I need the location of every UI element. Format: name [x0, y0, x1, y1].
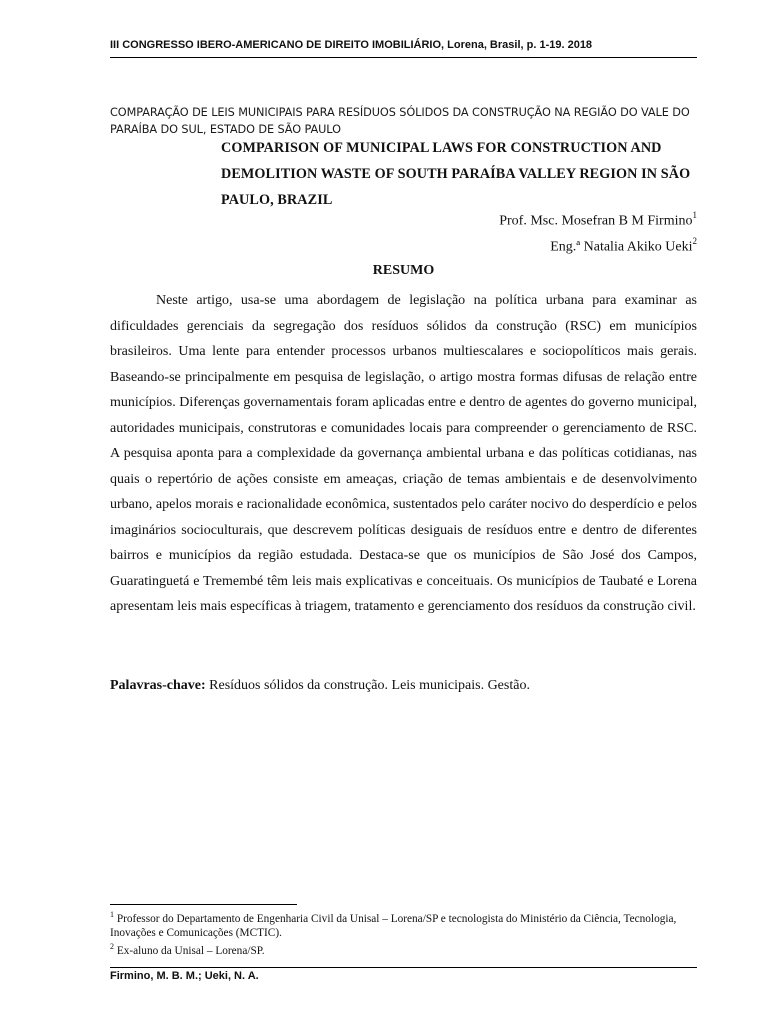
abstract-body: Neste artigo, usa-se uma abordagem de legislação na política urbana para examinar as dificuldades gerenciais da segregação dos resíduos sólidos da construção (RSC) em municípios brasileiros. Uma lente para entender processos urbanos multiescalares e sociopolíticos mais gerais. Baseando-se principalmente em pesquisa de legislação, o artigo mostra formas difusas de relação entre municípios. Diferenças governamentais foram aplicadas entre e dentro de agentes do governo municipal, autoridades municipais, construtoras e comunidades locais para compreender o gerenciamento de RSC. A pesquisa aponta para a complexidade da governança ambiental urbana e das políticas cotidianas, nas quais o repertório de ações consiste em ameaças, criação de temas ambientais e de desenvolvimento urbano, apelos morais e racionalidade econômica, sustentados pelo caráter nocivo do desperdício e pelos imaginários socioculturais, que descrevem políticas desiguais de resíduos entre e dentro de diferentes bairros e municípios da região estudada. Destaca-se que os municípios de São José dos Campos, Guaratinguetá e Tremembé têm leis mais explicativas e conceituais. Os municípios de Taubaté e Lorena apresentam leis mais específicas à triagem, tratamento e gerenciamento dos resíduos da construção civil.: [110, 293, 698, 614]
author-footnote-mark: 2: [692, 236, 697, 246]
author-name: Prof. Msc. Mosefran B M Firmino: [499, 213, 693, 229]
keywords-label: Palavras-chave:: [110, 678, 206, 693]
footnotes: [110, 908, 705, 959]
keywords: [110, 678, 697, 694]
author-1: [499, 211, 697, 230]
author-2: [550, 237, 697, 256]
footnote-text: Ex-aluno da Unisal – Lorena/SP.: [116, 945, 265, 958]
footnote-text: Professor do Departamento de Engenharia Civil da Unisal – Lorena/SP e tecnologista do Ministério da Ciência, Tecnologia, Inovações e Comunicações (MCTIC).: [110, 912, 677, 939]
footnote-separator: [110, 904, 297, 905]
abstract-heading: RESUMO: [372, 263, 435, 278]
footnote-mark: 2: [110, 942, 114, 952]
keywords-text: Resíduos sólidos da construção. Leis municipais. Gestão.: [209, 678, 530, 693]
header-rule: [110, 57, 697, 58]
running-head: III CONGRESSO IBERO-AMERICANO DE DIREITO IMOBILIÁRIO, Lorena, Brasil, p. 1-19. 2018: [110, 39, 593, 51]
footnote-1: [110, 908, 705, 940]
title-english: COMPARISON OF MUNICIPAL LAWS FOR CONSTRUCTION AND DEMOLITION WASTE OF SOUTH PARAÍBA VALLEY REGION IN SÃO PAULO, BRAZIL: [221, 140, 691, 208]
footnote-mark: 1: [110, 910, 114, 919]
author-footnote-mark: 1: [692, 210, 697, 220]
footer-citation: Firmino, M. B. M.; Ueki, N. A.: [110, 970, 259, 982]
footer-rule: [110, 967, 697, 968]
title-portuguese: COMPARAÇÃO DE LEIS MUNICIPAIS PARA RESÍDUOS SÓLIDOS DA CONSTRUÇÃO NA REGIÃO DO VALE DO PARAÍBA DO SUL, ESTADO DE SÃO PAULO: [110, 106, 690, 136]
footnote-2: [110, 940, 705, 959]
author-name: Eng.ª Natalia Akiko Ueki: [550, 239, 693, 255]
